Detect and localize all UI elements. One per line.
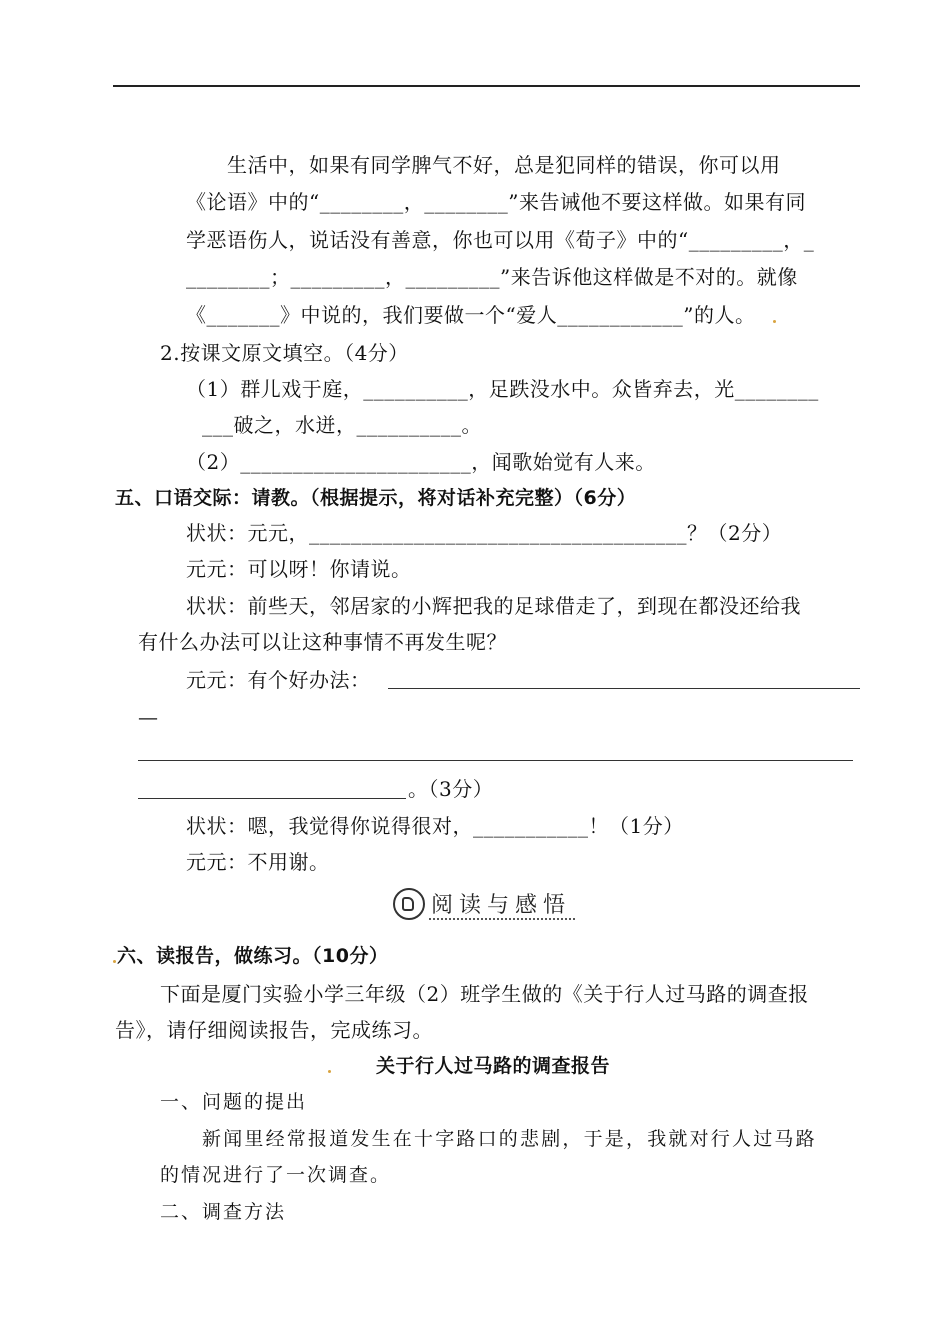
report-title: 关于行人过马路的调查报告 <box>376 1055 611 1077</box>
dialogue-line: 状状：元元，____________________________________？（2分） <box>186 521 783 545</box>
marker-dot <box>113 960 116 963</box>
marker-dot <box>328 1070 331 1073</box>
dialogue-line: 元元：可以呀！你请说。 <box>186 557 412 581</box>
text-line: ________；_________，_________”来告诉他这样做是不对的。就像 <box>186 265 798 289</box>
reading-banner <box>393 886 583 924</box>
text-line: 告》，请仔细阅读报告，完成练习。 <box>115 1018 433 1042</box>
banner-label: 阅读与感悟 <box>431 893 572 918</box>
report-text: 的情况进行了一次调查。 <box>160 1164 392 1186</box>
answer-blank-line[interactable] <box>138 760 853 761</box>
section-5-title: 五、口语交际：请教。（根据提示，将对话补充完整）（6分） <box>115 487 637 509</box>
dialogue-line: 状状：前些天，邻居家的小辉把我的足球借走了，到现在都没还给我 <box>186 594 801 618</box>
marker-dot <box>773 320 776 323</box>
text-line: 下面是厦门实验小学三年级（2）班学生做的《关于行人过马路的调查报 <box>160 982 809 1006</box>
top-rule <box>113 85 860 87</box>
text-line: 生活中，如果有同学脾气不好，总是犯同样的错误，你可以用 <box>227 153 781 177</box>
dialogue-line: 元元：有个好办法： <box>186 668 371 692</box>
section-6-title: 六、读报告，做练习。（10分） <box>117 945 389 967</box>
text-line: 《论语》中的“________，________”来告诫他不要这样做。如果有同 <box>186 190 806 214</box>
score-note: 。（3分） <box>408 777 494 801</box>
dialogue-line: 状状：嗯，我觉得你说得很对，___________！（1分） <box>186 814 684 838</box>
text-line: 学恶语伤人，说话没有善意，你也可以用《荀子》中的“_________，_ <box>186 228 815 252</box>
dialogue-line: 有什么办法可以让这种事情不再发生呢？ <box>138 630 507 654</box>
answer-blank-line[interactable] <box>388 688 860 689</box>
text-line: 《_______》中说的，我们要做一个“爱人____________”的人。 <box>186 303 756 327</box>
text-line: （2）______________________，闻歌始觉有人来。 <box>186 450 656 474</box>
question-2-title: 2.按课文原文填空。（4分） <box>160 341 409 365</box>
text-line: ___破之，水迸，__________。 <box>202 413 482 437</box>
answer-blank-dash: — <box>138 705 159 729</box>
report-heading: 二、调查方法 <box>160 1201 287 1223</box>
report-text: 新闻里经常报道发生在十字路口的悲剧，于是，我就对行人过马路 <box>202 1128 817 1150</box>
answer-blank-line[interactable] <box>138 798 406 799</box>
banner-underline <box>429 918 575 920</box>
report-heading: 一、问题的提出 <box>160 1091 308 1113</box>
text-line: （1）群儿戏于庭，__________，足跌没水中。众皆弃去，光________ <box>186 377 819 401</box>
dialogue-line: 元元：不用谢。 <box>186 850 330 874</box>
reading-icon <box>393 888 425 920</box>
